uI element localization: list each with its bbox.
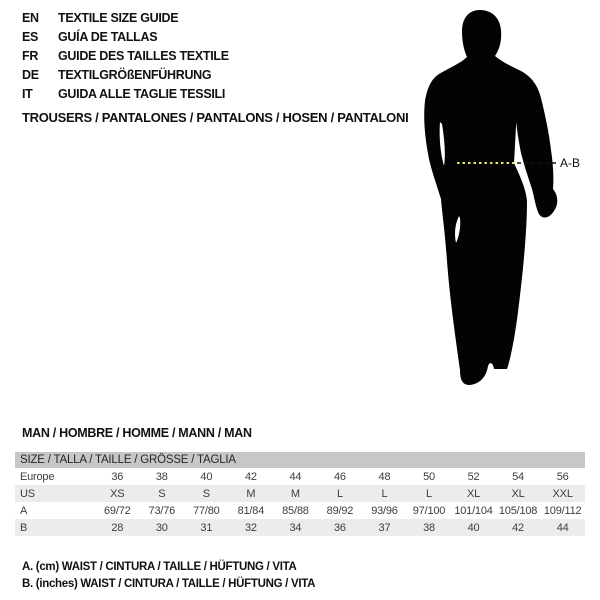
size-cell: 31 [184, 519, 229, 536]
lang-label: GUIDE DES TAILLES TEXTILE [58, 48, 229, 63]
size-table [15, 452, 585, 536]
table-row [15, 502, 585, 519]
size-cell: 85/88 [282, 504, 309, 517]
waist-measure-label: A-B [560, 156, 581, 170]
size-cell: 105/108 [498, 504, 538, 517]
lang-row-it [22, 84, 229, 103]
lang-row-en [22, 8, 229, 27]
language-list [22, 8, 229, 103]
lang-row-fr [22, 46, 229, 65]
table-row [15, 485, 585, 502]
lang-row-es [22, 27, 229, 46]
man-figure [380, 0, 600, 400]
lang-code: ES [22, 29, 39, 44]
lang-row-de [22, 65, 229, 84]
row-label: Europe [20, 470, 55, 483]
size-cell: 38 [407, 519, 452, 536]
size-cell: 81/84 [237, 504, 265, 517]
lang-label: TEXTILE SIZE GUIDE [58, 10, 179, 25]
size-cell: 93/96 [371, 504, 398, 517]
table-header-label: SIZE / TALLA / TAILLE / GRÖSSE / TAGLIA [15, 452, 585, 468]
size-cell: M [229, 485, 274, 502]
table-header-row [15, 452, 585, 468]
size-cell: 42 [244, 470, 257, 483]
size-cell: L [362, 485, 407, 502]
size-cell: 44 [540, 519, 585, 536]
size-table-body [15, 452, 585, 536]
size-cell: 38 [155, 470, 168, 483]
size-cell: 30 [140, 519, 185, 536]
size-cell: 77/80 [193, 504, 220, 517]
size-cell: 36 [318, 519, 363, 536]
table-row [15, 468, 585, 485]
size-cell: 34 [273, 519, 318, 536]
size-cell: 36 [111, 470, 124, 483]
table-row [15, 519, 585, 536]
lang-code: FR [22, 48, 39, 63]
size-cell: 109/112 [543, 504, 582, 517]
size-cell: S [140, 485, 185, 502]
size-cell: S [184, 485, 229, 502]
size-cell: 32 [229, 519, 274, 536]
size-cell: 73/76 [148, 504, 176, 517]
footnote-b: B. (inches) WAIST / CINTURA / TAILLE / HÜFTUNG / VITA [22, 577, 316, 590]
size-cell: 50 [423, 470, 435, 483]
footnotes [22, 559, 315, 592]
row-label: US [15, 485, 95, 502]
lang-code: IT [22, 86, 33, 101]
lang-code: DE [22, 67, 39, 82]
size-cell: 42 [496, 519, 541, 536]
size-cell: XS [95, 485, 140, 502]
lang-label: GUIDA ALLE TAGLIE TESSILI [58, 86, 226, 101]
size-cell: 46 [334, 470, 346, 483]
footnote-a: A. (cm) WAIST / CINTURA / TAILLE / HÜFTUNG / VITA [22, 561, 297, 573]
size-cell: M [273, 485, 318, 502]
garment-title: TROUSERS / PANTALONES / PANTALONS / HOSEN / PANTALONI [22, 110, 409, 125]
size-cell: 48 [378, 470, 391, 483]
size-cell: XL [496, 485, 541, 502]
section-title-man: MAN / HOMBRE / HOMME / MANN / MAN [22, 426, 252, 440]
silhouette-body [424, 10, 557, 385]
size-cell: 28 [95, 519, 140, 536]
size-cell: 97/100 [412, 504, 446, 517]
row-label: A [20, 504, 28, 517]
size-cell: 89/92 [326, 504, 354, 517]
size-cell: 37 [362, 519, 407, 536]
lang-code: EN [22, 10, 39, 25]
size-cell: 52 [467, 470, 480, 483]
size-cell: 69/72 [104, 504, 131, 517]
size-cell: XL [451, 485, 496, 502]
size-cell: 40 [451, 519, 496, 536]
size-cell: 44 [289, 470, 302, 483]
size-cell: L [318, 485, 363, 502]
size-cell: 40 [200, 470, 213, 483]
size-cell: 56 [556, 470, 569, 483]
size-cell: L [407, 485, 452, 502]
size-cell: 54 [512, 470, 524, 483]
row-label: B [15, 519, 95, 536]
size-cell: XXL [540, 485, 585, 502]
man-silhouette [380, 0, 600, 400]
lang-label: GUÍA DE TALLAS [58, 29, 158, 44]
size-cell: 101/104 [454, 504, 493, 517]
lang-label: TEXTILGRÖßENFÜHRUNG [58, 67, 212, 82]
